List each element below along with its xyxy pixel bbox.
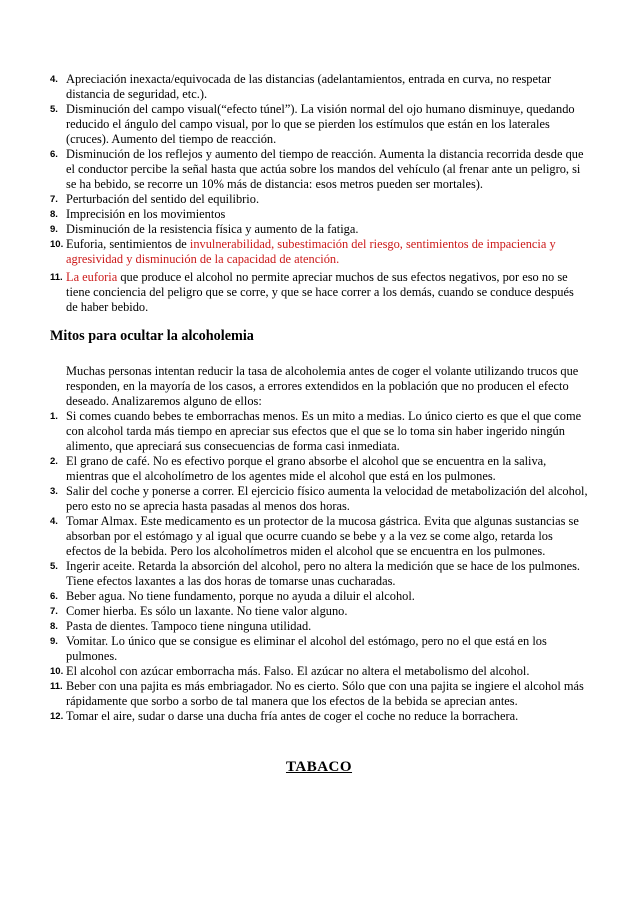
item-text: Vomitar. Lo único que se consigue es eliminar el alcohol del estómago, pero no el que está en los pulmones. bbox=[66, 634, 547, 663]
item-text: Beber agua. No tiene fundamento, porque no ayuda a diluir el alcohol. bbox=[66, 589, 415, 603]
footer-heading bbox=[0, 760, 638, 775]
item-text: que produce el alcohol no permite apreciar muchos de sus efectos negativos, por eso no se tiene conciencia del peligro que se corre, y que se hace correr a los demás, cuando se conduce después de haber bebido. bbox=[66, 270, 574, 314]
item-text: Pasta de dientes. Tampoco tiene ninguna utilidad. bbox=[66, 619, 312, 633]
item-number: 5. bbox=[50, 561, 58, 572]
item-text: Disminución del campo visual(“efecto túnel”). La visión normal del ojo humano disminuye, quedando reducido el ángulo del campo visual, por lo que se pierden los estímulos que están en los laterales (cruces). Aumento del tiempo de reacción. bbox=[66, 102, 575, 146]
effects-list bbox=[0, 72, 638, 315]
item-number: 9. bbox=[50, 224, 58, 235]
highlighted-text: La euforia bbox=[66, 270, 118, 284]
item-number: 8. bbox=[50, 621, 58, 632]
item-number: 5. bbox=[50, 104, 58, 115]
list-item bbox=[0, 634, 638, 664]
footer-heading-text: TABACO bbox=[285, 759, 353, 775]
intro-paragraph: Muchas personas intentan reducir la tasa de alcoholemia antes de coger el volante utilizando trucos que responden, en la mayoría de los casos, a errores extendidos en la población que no producen el efecto deseado. Analizaremos alguno de ellos: bbox=[66, 364, 579, 408]
list-item bbox=[0, 664, 638, 679]
item-text: El alcohol con azúcar emborracha más. Falso. El azúcar no altera el metabolismo del alcohol. bbox=[66, 664, 530, 678]
item-number: 3. bbox=[50, 486, 58, 497]
list-item bbox=[0, 709, 638, 724]
item-text: Comer hierba. Es sólo un laxante. No tiene valor alguno. bbox=[66, 604, 348, 618]
highlighted-text: invulnerabilidad, subestimación del riesgo, sentimientos de impaciencia y agresividad y disminución de la capacidad de atención. bbox=[66, 237, 556, 266]
item-text: Beber con una pajita es más embriagador. No es cierto. Sólo que con una pajita se ingiere el alcohol más rápidamente que sorbo a sorbo de tal manera que los efectos de la bebida se aprecian antes. bbox=[66, 679, 584, 708]
item-number: 2. bbox=[50, 456, 58, 467]
item-number: 9. bbox=[50, 636, 58, 647]
item-text: Tomar Almax. Este medicamento es un protector de la mucosa gástrica. Evita que algunas sustancias se absorban por el estómago y al igual que ocurre cuando se bebe y a la vez se come algo, retarda los efectos de la bebida. Pero los alcoholímetros miden el alcohol que se encuentra en los pulmones. bbox=[66, 514, 579, 558]
item-text: Euforia, sentimientos de bbox=[66, 237, 190, 251]
item-number: 1. bbox=[50, 411, 58, 422]
item-number: 4. bbox=[50, 516, 58, 527]
list-item bbox=[0, 514, 638, 559]
list-item bbox=[0, 619, 638, 634]
list-item bbox=[0, 222, 638, 237]
list-item bbox=[0, 270, 638, 315]
item-number: 6. bbox=[50, 591, 58, 602]
item-text: Ingerir aceite. Retarda la absorción del alcohol, pero no altera la medición que se hace de los pulmones. Tiene efectos laxantes a las dos horas de tomarse unas cucharadas. bbox=[66, 559, 581, 588]
item-text: Apreciación inexacta/equivocada de las distancias (adelantamientos, entrada en curva, no respetar distancia de seguridad, etc.). bbox=[66, 72, 552, 101]
item-text: El grano de café. No es efectivo porque el grano absorbe el alcohol que se encuentra en la saliva, mientras que el alcoholímetro de los agentes mide el alcohol que está en los pulmones. bbox=[66, 454, 547, 483]
list-item bbox=[0, 237, 638, 267]
list-item bbox=[0, 147, 638, 192]
list-item bbox=[0, 589, 638, 604]
item-text: Si comes cuando bebes te emborrachas menos. Es un mito a medias. Lo único cierto es que el que come con alcohol tarda más tiempo en apreciar sus efectos que el que se lo toma sin haber ingerido ningún alimento, que apreciará sus consecuencias de forma casi inmediata. bbox=[66, 409, 582, 453]
item-number: 8. bbox=[50, 209, 58, 220]
item-number: 11. bbox=[50, 272, 63, 283]
item-text: Disminución de la resistencia física y aumento de la fatiga. bbox=[66, 222, 359, 236]
item-number: 10. bbox=[50, 239, 64, 250]
item-number: 4. bbox=[50, 74, 58, 85]
list-item bbox=[0, 679, 638, 709]
list-item bbox=[0, 484, 638, 514]
item-number: 10. bbox=[50, 666, 64, 677]
item-text: Tomar el aire, sudar o darse una ducha fría antes de coger el coche no reduce la borrachera. bbox=[66, 709, 519, 723]
item-number: 7. bbox=[50, 194, 58, 205]
myths-list bbox=[0, 409, 638, 724]
list-item bbox=[0, 102, 638, 147]
item-text: Imprecisión en los movimientos bbox=[66, 207, 226, 221]
item-number: 6. bbox=[50, 149, 58, 160]
list-item bbox=[0, 72, 638, 102]
item-text: Perturbación del sentido del equilibrio. bbox=[66, 192, 260, 206]
list-item bbox=[0, 454, 638, 484]
item-number: 7. bbox=[50, 606, 58, 617]
item-number: 11. bbox=[50, 681, 63, 692]
item-number: 12. bbox=[50, 711, 64, 722]
item-text: Disminución de los reflejos y aumento del tiempo de reacción. Aumenta la distancia recorrida desde que el conductor percibe la señal hasta que actúa sobre los mandos del vehículo (al frenar ante un peligro, si se ha bebido, se recorre un 10% más de distancia: esos metros pueden ser mortales). bbox=[66, 147, 584, 191]
list-item bbox=[0, 192, 638, 207]
list-item bbox=[0, 559, 638, 589]
list-item bbox=[0, 409, 638, 454]
list-item bbox=[0, 604, 638, 619]
section-heading: Mitos para ocultar la alcoholemia bbox=[50, 328, 254, 344]
item-text: Salir del coche y ponerse a correr. El ejercicio físico aumenta la velocidad de metabolización del alcohol, pero esto no se aprecia hasta pasadas al menos dos horas. bbox=[66, 484, 588, 513]
list-item bbox=[0, 207, 638, 222]
